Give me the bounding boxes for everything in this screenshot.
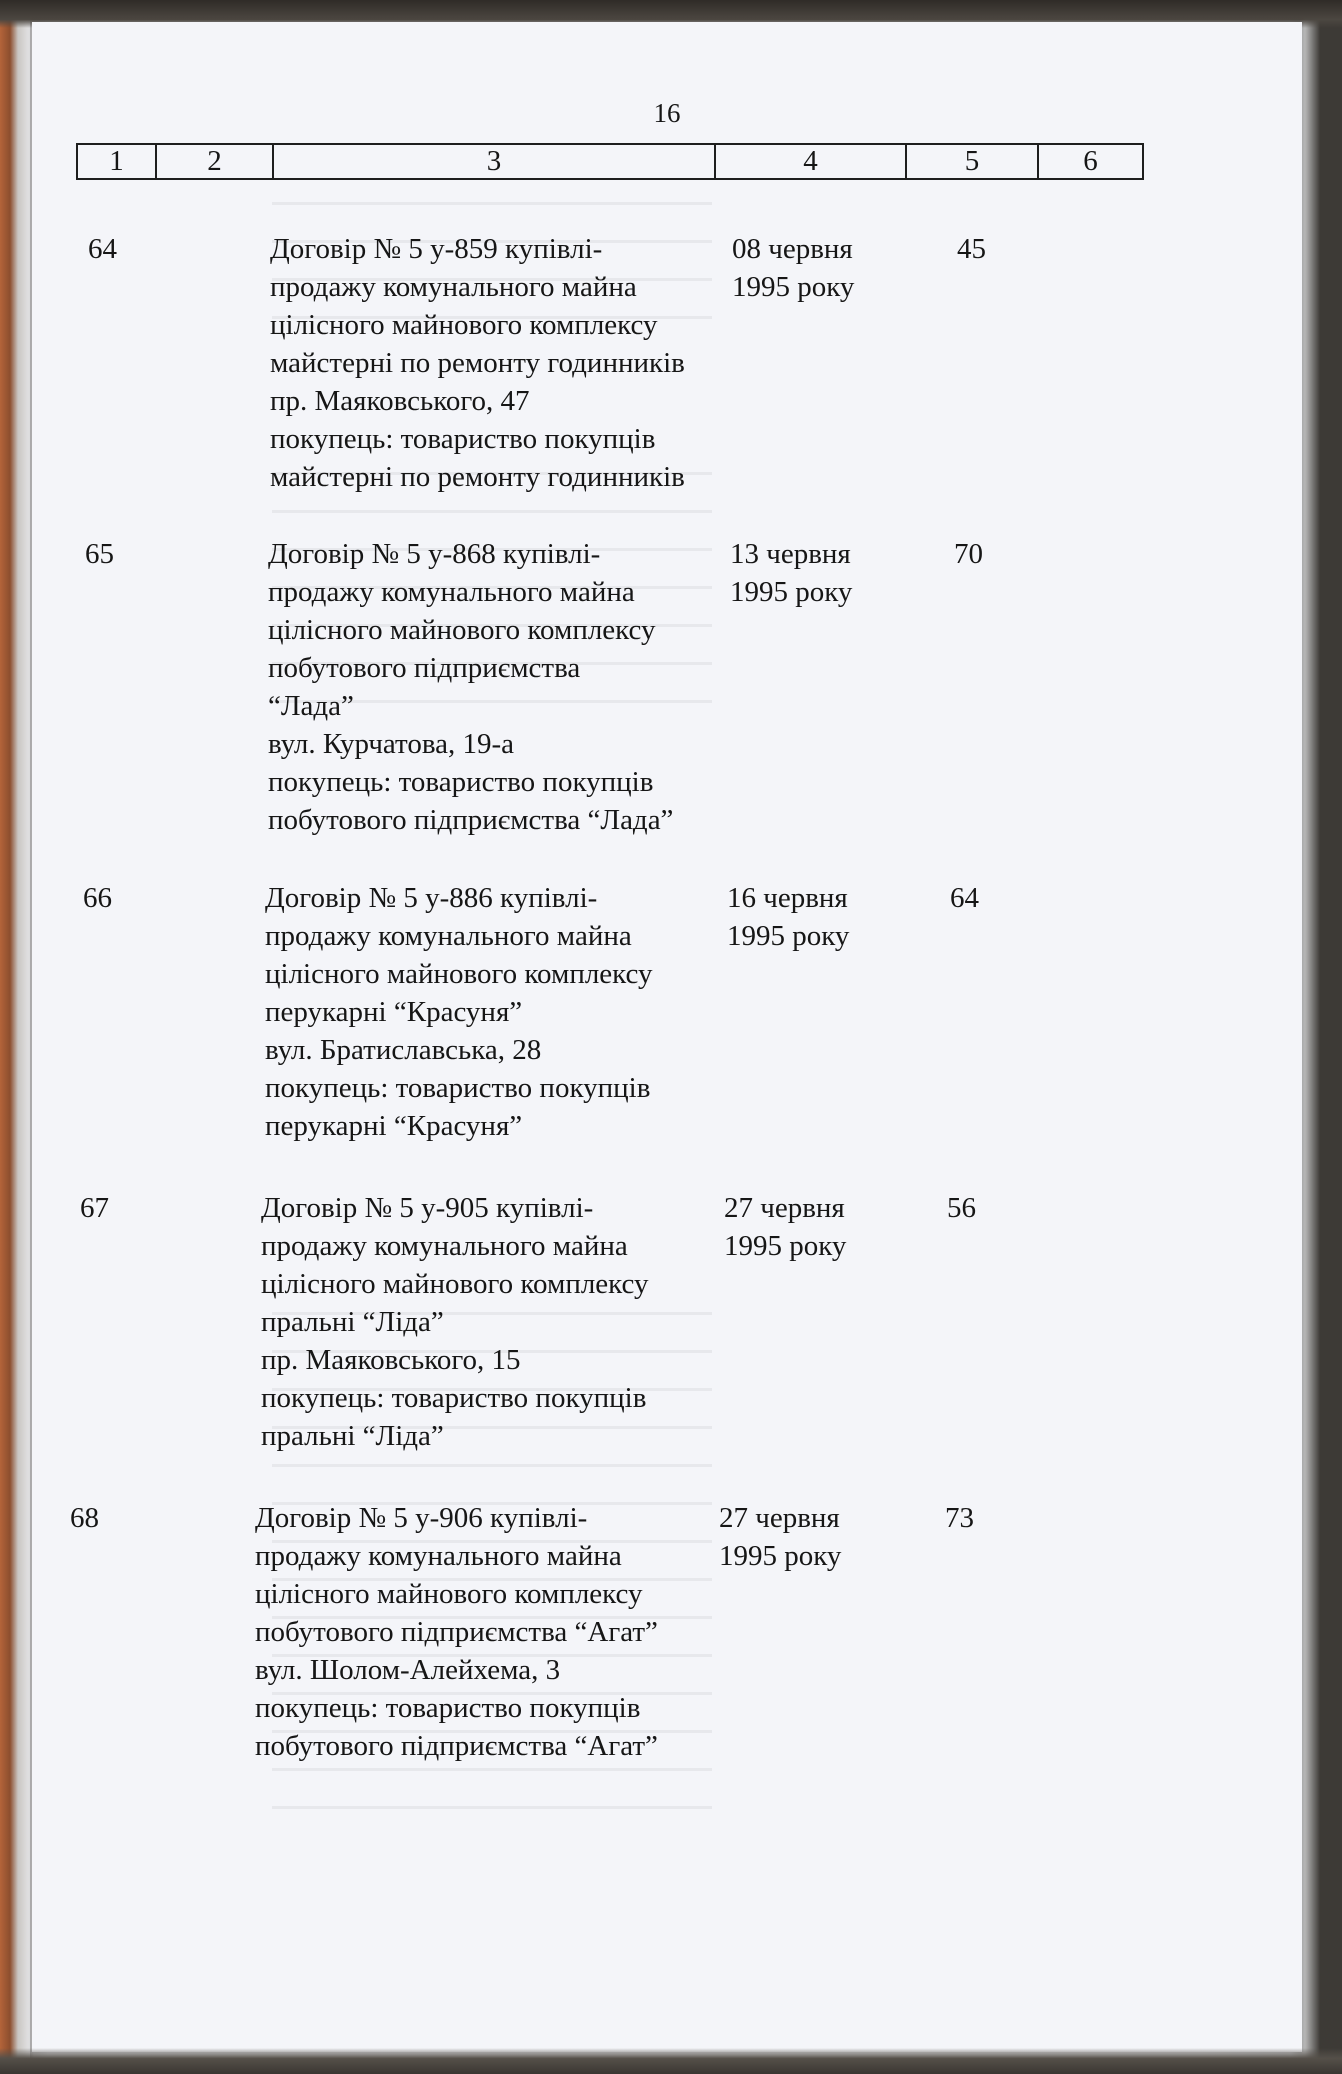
page-number: 16	[653, 98, 681, 128]
description-line: покупець: товариство покупців	[255, 1692, 641, 1724]
date-day-month: 08 червня	[732, 233, 853, 265]
description-line: Договір № 5 у-906 купівлі-	[255, 1502, 588, 1534]
table-row-67	[32, 1189, 1302, 1469]
description-line: пр. Маяковського, 47	[270, 385, 530, 417]
description-line: покупець: товариство покупців	[265, 1072, 651, 1104]
description-line: побутового підприємства	[268, 652, 581, 684]
description-line: цілісного майнового комплексу	[255, 1578, 643, 1610]
description-line: Договір № 5 у-905 купівлі-	[261, 1192, 594, 1224]
row-description	[270, 230, 770, 496]
date-year: 1995 року	[732, 271, 855, 303]
row-number: 68	[70, 1502, 99, 1534]
row-date	[724, 1189, 884, 1265]
description-line: побутового підприємства “Лада”	[268, 804, 674, 836]
row-page-count: 56	[947, 1192, 976, 1224]
date-day-month: 13 червня	[730, 538, 851, 570]
row-description	[268, 535, 768, 839]
description-line: пральні “Ліда”	[261, 1420, 444, 1452]
description-line: покупець: товариство покупців	[261, 1382, 647, 1414]
row-number: 67	[80, 1192, 109, 1224]
description-line: пр. Маяковського, 15	[261, 1344, 521, 1376]
scan-bottom-shadow	[0, 2048, 1342, 2074]
description-line: цілісного майнового комплексу	[268, 614, 656, 646]
table-row-66	[32, 879, 1302, 1159]
description-line: цілісного майнового комплексу	[270, 309, 658, 341]
date-year: 1995 року	[724, 1230, 847, 1262]
row-number: 66	[83, 882, 112, 914]
description-line: цілісного майнового комплексу	[261, 1268, 649, 1300]
table-row-65	[32, 535, 1302, 855]
description-line: перукарні “Красуня”	[265, 1110, 523, 1142]
row-description	[255, 1499, 755, 1765]
header-col-3: 3	[274, 145, 716, 178]
description-line: майстерні по ремонту годинників	[270, 461, 685, 493]
row-date	[732, 230, 892, 306]
description-line: продажу комунального майна	[270, 271, 637, 303]
header-col-1: 1	[78, 145, 157, 178]
table-row-64	[32, 230, 1302, 510]
date-year: 1995 року	[730, 576, 853, 608]
row-number: 64	[88, 233, 117, 265]
description-line: вул. Курчатова, 19-а	[268, 728, 515, 760]
description-line: Договір № 5 у-868 купівлі-	[268, 538, 601, 570]
table-header-row	[76, 143, 1144, 180]
description-line: продажу комунального майна	[261, 1230, 628, 1262]
description-line: вул. Братиславська, 28	[265, 1034, 542, 1066]
date-day-month: 27 червня	[719, 1502, 840, 1534]
description-line: продажу комунального майна	[268, 576, 635, 608]
description-line: побутового підприємства “Агат”	[255, 1730, 658, 1762]
header-col-6: 6	[1083, 145, 1098, 177]
row-date	[730, 535, 890, 611]
description-line: покупець: товариство покупців	[268, 766, 654, 798]
header-col-2: 2	[157, 145, 274, 178]
table-row-68	[32, 1499, 1302, 1779]
description-line: побутового підприємства “Агат”	[255, 1616, 658, 1648]
description-line: продажу комунального майна	[255, 1540, 622, 1572]
description-line: покупець: товариство покупців	[270, 423, 656, 455]
header-col-4: 4	[716, 145, 907, 178]
description-line: Договір № 5 у-886 купівлі-	[265, 882, 598, 914]
document-sheet	[32, 22, 1302, 2052]
date-day-month: 16 червня	[727, 882, 848, 914]
description-line: продажу комунального майна	[265, 920, 632, 952]
description-line: “Лада”	[268, 690, 354, 722]
description-line: майстерні по ремонту годинників	[270, 347, 685, 379]
description-line: пральні “Ліда”	[261, 1306, 444, 1338]
description-line: Договір № 5 у-859 купівлі-	[270, 233, 603, 265]
date-day-month: 27 червня	[724, 1192, 845, 1224]
row-description	[265, 879, 765, 1145]
description-line: вул. Шолом-Алейхема, 3	[255, 1654, 561, 1686]
binding-edge	[0, 0, 30, 2074]
date-year: 1995 року	[727, 920, 850, 952]
row-description	[261, 1189, 761, 1455]
description-line: цілісного майнового комплексу	[265, 958, 653, 990]
row-page-count: 73	[945, 1502, 974, 1534]
row-number: 65	[85, 538, 114, 570]
row-page-count: 45	[957, 233, 986, 265]
description-line: перукарні “Красуня”	[265, 996, 523, 1028]
row-date	[719, 1499, 879, 1575]
row-date	[727, 879, 887, 955]
date-year: 1995 року	[719, 1540, 842, 1572]
header-col-5: 5	[907, 145, 1039, 178]
row-page-count: 64	[950, 882, 979, 914]
row-page-count: 70	[954, 538, 983, 570]
